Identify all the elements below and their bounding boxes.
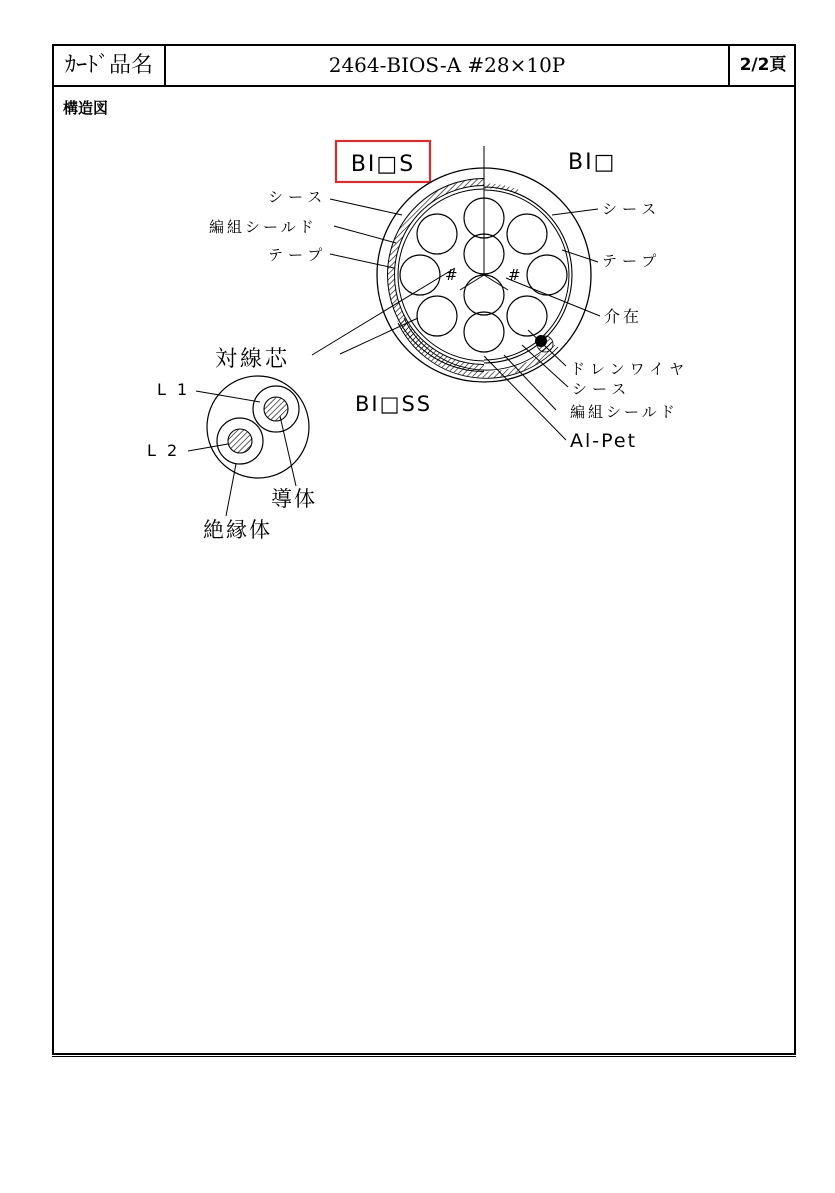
bottom-sheath-label: シース (572, 380, 632, 398)
conductor-label: 導体 (271, 487, 317, 511)
drain-wire-label: ドレンワイヤ (570, 360, 690, 378)
pair-detail (207, 376, 309, 478)
right-tape-label: テープ (602, 252, 662, 270)
alpet-label: Al-Pet (570, 430, 638, 452)
filler-mark-left: # (445, 266, 458, 284)
insulator-label: 絶縁体 (203, 518, 272, 542)
l2-label: L 2 (147, 441, 181, 460)
page-number: 2/2頁 (739, 55, 787, 75)
box-label: BI□S (350, 152, 416, 177)
section-title: 構造図 (63, 99, 109, 117)
right-label: BI□ (568, 150, 617, 175)
filler-mark-right: # (508, 266, 521, 284)
left-tape-label: テープ (268, 246, 328, 264)
product-name: 2464-BIOS-A #28×10P (166, 46, 730, 85)
filler-label: 介在 (604, 307, 643, 326)
l1-label: L 1 (157, 380, 191, 399)
bottom-braid-label: 編組シールド (570, 403, 678, 421)
left-braid-label: 編組シールド (209, 218, 317, 236)
right-sheath-label: シース (602, 200, 662, 218)
pair-label: 対線芯 (215, 347, 291, 372)
left-sheath-label: シース (268, 188, 328, 206)
bottom-label: BI□SS (355, 392, 433, 416)
card-name-label: ｶｰﾄﾞ品名 (54, 46, 166, 85)
